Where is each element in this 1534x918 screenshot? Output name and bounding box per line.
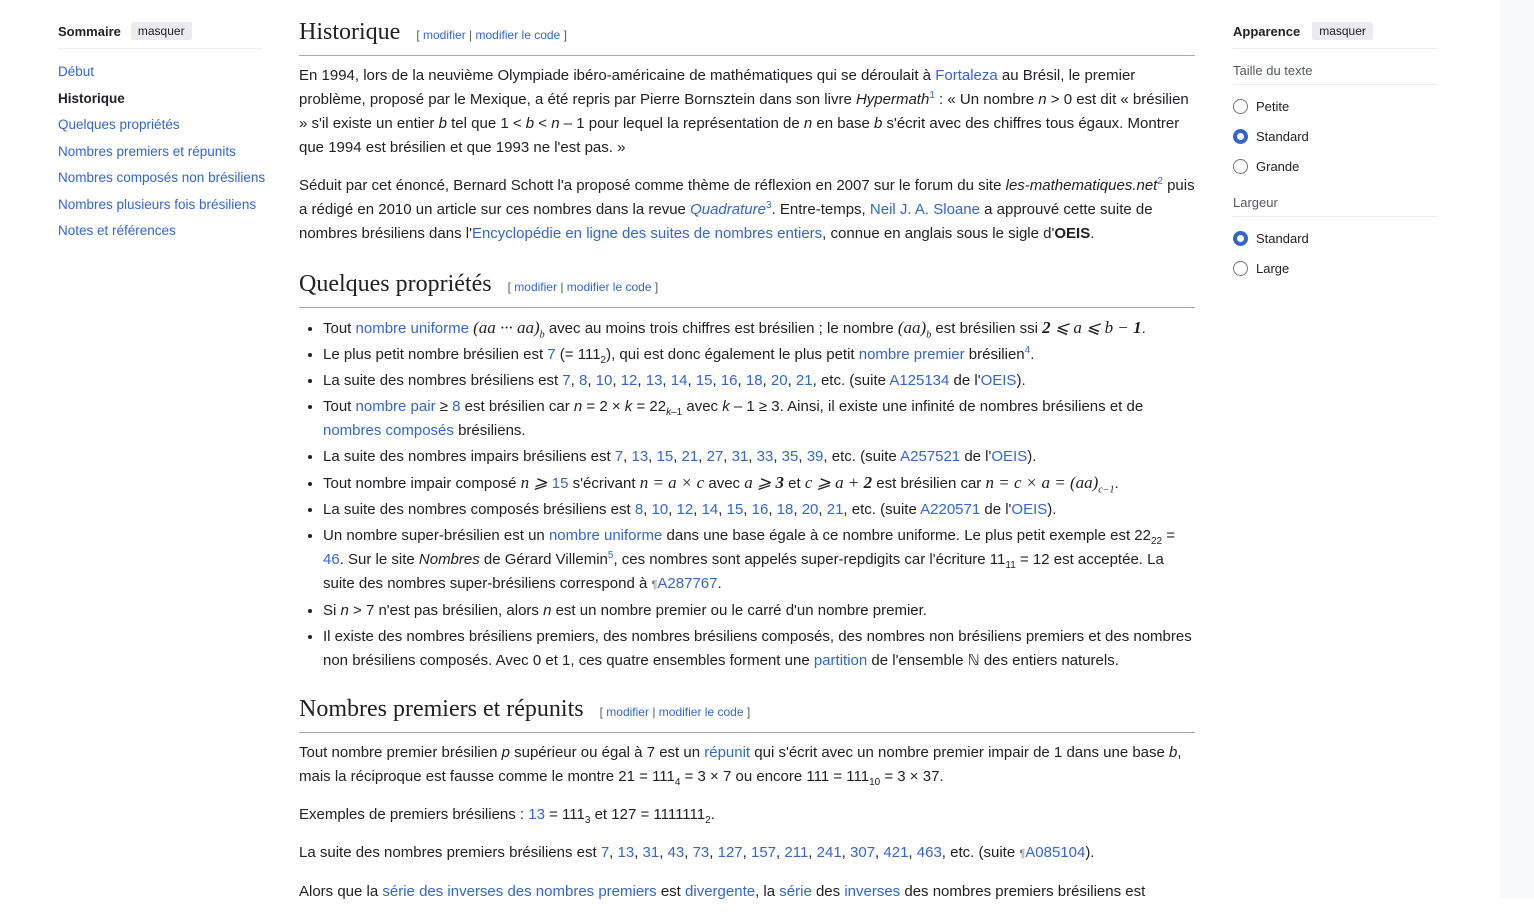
appearance-header: [1233, 22, 1437, 49]
text-size-grande[interactable]: [1233, 151, 1437, 181]
sequence-number-link[interactable]: 15: [695, 372, 713, 389]
link-a287767[interactable]: A287767: [657, 575, 718, 592]
toc-item-debut[interactable]: Début: [58, 64, 95, 79]
link-nombre-premier[interactable]: nombre premier: [858, 346, 965, 363]
toc-item-plusieurs-fois-bresiliens[interactable]: Nombres plusieurs fois brésiliens: [58, 196, 257, 212]
link-7[interactable]: 7: [547, 346, 556, 363]
sequence-number-link[interactable]: 13: [645, 372, 663, 389]
reference-link[interactable]: 2: [1157, 176, 1163, 187]
sequence-number-link[interactable]: 157: [751, 844, 777, 861]
edit-source-link[interactable]: modifier le code: [475, 28, 561, 42]
edit-links: [ modifier | modifier le code ]: [507, 280, 659, 294]
link-46[interactable]: 46: [323, 551, 340, 568]
list-item: • Si n > 7 n'est pas brésilien, alors n est un nombre premier ou le carré d'un nombre premier.: [323, 599, 1195, 623]
link-8[interactable]: 8: [452, 398, 461, 415]
section-title: Quelques propriétés: [299, 271, 492, 297]
toc-hide-button[interactable]: masquer: [131, 22, 192, 40]
section-title: Nombres premiers et répunits: [299, 696, 584, 722]
radio-label: Grande: [1256, 158, 1300, 174]
sequence-number-link[interactable]: 33: [756, 448, 774, 465]
text-size-label: Taille du texte: [1233, 53, 1437, 85]
reference-link[interactable]: 5: [607, 550, 614, 561]
link-partition[interactable]: partition: [813, 652, 868, 669]
sequence-number-link[interactable]: 7: [562, 372, 571, 389]
sequence-number-link[interactable]: 241: [816, 844, 842, 861]
sequence-number-link[interactable]: 211: [784, 844, 809, 861]
section-title: Historique: [299, 19, 401, 45]
sequence-number-link[interactable]: 18: [745, 372, 763, 389]
sequence-number-link[interactable]: 12: [620, 372, 638, 389]
sequence-number-link[interactable]: 35: [781, 448, 799, 465]
sequence-premiers: 7, 13, 31, 43, 73, 127, 157, 211, 241, 307, 421, 463: [600, 844, 942, 861]
toc-item-premiers-repunits[interactable]: Nombres premiers et répunits: [58, 143, 236, 159]
paragraph: Alors que la série des inverses des nombres premiers est divergente, la série des inverses des nombres premiers brésiliens est: [299, 883, 1146, 900]
reference-link[interactable]: 4: [1024, 345, 1031, 356]
sequence-composes: 8, 10, 12, 14, 15, 16, 18, 20, 21: [634, 501, 844, 518]
list-item: • Il existe des nombres brésiliens premiers, des nombres brésiliens composés, des nombres non brésiliens premiers et des nombres non brésiliens composés. Avec 0 et 1, ces quatre ensembles forment une partition de l'ensemble ℕ des entiers naturels.: [323, 625, 1195, 673]
sequence-number-link[interactable]: 16: [720, 372, 738, 389]
link-oeis[interactable]: OEIS: [980, 372, 1017, 389]
sequence-number-link[interactable]: 14: [670, 372, 688, 389]
sequence-number-link[interactable]: 7: [600, 844, 610, 861]
paragraph: Exemples de premiers brésiliens : $13 = 111_3$ et $127 = 1111111_2$.: [299, 806, 715, 826]
text-size-petite[interactable]: [1233, 91, 1437, 121]
sequence-number-link[interactable]: 15: [656, 448, 674, 465]
link-nombre-pair[interactable]: nombre pair: [355, 398, 436, 415]
reference-link[interactable]: 3: [765, 200, 772, 211]
link-serie-inverses[interactable]: série des inverses des nombres premiers: [382, 883, 657, 900]
sequence-number-link[interactable]: 18: [776, 501, 794, 518]
radio-icon[interactable]: [1233, 159, 1248, 174]
width-standard[interactable]: [1233, 223, 1437, 253]
width-options: [1233, 223, 1437, 283]
link-nombre-uniforme[interactable]: nombre uniforme: [548, 527, 663, 544]
link-sloane[interactable]: Neil J. A. Sloane: [869, 201, 980, 218]
radio-selected-icon[interactable]: [1233, 231, 1248, 246]
radio-icon[interactable]: [1233, 99, 1248, 114]
link-divergente[interactable]: divergente: [685, 883, 756, 900]
section-heading-historique: [299, 16, 1195, 56]
link-13[interactable]: 13: [528, 806, 545, 823]
sequence-number-link[interactable]: 10: [651, 501, 669, 518]
sequence-bresiliens: 7, 8, 10, 12, 13, 14, 15, 16, 18, 20, 21: [562, 372, 813, 389]
list-item: • Tout nombre uniforme (aa ··· $aa)_b$ avec au moins trois chiffres est brésilien ; le nombre $(aa)_b$ est brésilien ssi 2 ⩽ a ⩽ b − 1.: [323, 316, 1195, 341]
section-heading-proprietes: [299, 268, 1195, 308]
toc-list: [58, 59, 266, 245]
edit-link[interactable]: modifier: [606, 705, 649, 719]
list-item: • Tout nombre pair ≥ 8 est brésilien car $n = 2 \times k = 22_{k-1}$ avec k – 1 ≥ 3. Ainsi, il existe une infinité de nombres brésiliens et de nombres composés brésiliens.: [323, 395, 1195, 443]
sequence-number-link[interactable]: 27: [706, 448, 724, 465]
sequence-impairs: 7, 13, 15, 21, 27, 31, 33, 35, 39: [614, 448, 824, 465]
toc-title: Sommaire: [58, 23, 121, 39]
sequence-number-link[interactable]: 31: [642, 844, 660, 861]
sequence-number-link[interactable]: 21: [795, 372, 813, 389]
list-item: • La suite des nombres impairs brésiliens est 7, 13, 15, 21, 27, 31, 33, 35, 39, etc. (suite A257521 de l'OEIS).: [323, 445, 1195, 469]
sequence-number-link[interactable]: 43: [667, 844, 685, 861]
radio-label: Petite: [1256, 98, 1290, 114]
radio-label: Standard: [1256, 128, 1309, 144]
sequence-number-link[interactable]: 12: [676, 501, 694, 518]
list-item: • La suite des nombres brésiliens est 7, 8, 10, 12, 13, 14, 15, 16, 18, 20, 21, etc. (suite A125134 de l'OEIS).: [323, 369, 1195, 393]
appearance-hide-button[interactable]: masquer: [1312, 22, 1373, 40]
toc-header: [58, 22, 262, 49]
toc-item-proprietes[interactable]: Quelques propriétés: [58, 117, 180, 132]
radio-icon[interactable]: [1233, 261, 1248, 276]
link-quadrature[interactable]: Quadrature: [690, 201, 766, 218]
link-15[interactable]: 15: [551, 475, 569, 492]
list-item: • La suite des nombres composés brésiliens est 8, 10, 12, 14, 15, 16, 18, 20, 21, etc. (suite A220571 de l'OEIS).: [323, 498, 1195, 522]
properties-list: [299, 316, 1195, 673]
link-serie[interactable]: série: [779, 883, 812, 900]
sequence-number-link[interactable]: 7: [614, 448, 624, 465]
link-a257521[interactable]: A257521: [900, 448, 961, 465]
paragraph: Séduit par cet énoncé, Bernard Schott l'a proposé comme thème de réflexion en 2007 sur le forum du site les-mathematiques.net$^2$ puis a rédigé en 2010 un article sur ces nombres dans la revue Quadrature$^3$. Entre-temps, Neil J. A. Sloane a approuvé cette suite de nombres brésiliens dans l'Encyclopédie en ligne des suites de nombres entiers, connue en anglais sous le sigle d'OEIS.: [299, 176, 1195, 242]
link-a085104[interactable]: A085104: [1025, 844, 1086, 861]
sequence-number-link[interactable]: 39: [806, 448, 824, 465]
edit-link[interactable]: modifier: [514, 280, 557, 294]
section-heading-premiers: [299, 693, 1195, 733]
sequence-number-link[interactable]: 463: [916, 844, 942, 861]
sequence-number-link[interactable]: 13: [617, 844, 635, 861]
sequence-number-link[interactable]: 21: [681, 448, 699, 465]
sequence-number-link[interactable]: 20: [801, 501, 819, 518]
sequence-number-link[interactable]: 16: [751, 501, 769, 518]
sequence-number-link[interactable]: 21: [826, 501, 844, 518]
sequence-number-link[interactable]: 307: [850, 844, 876, 861]
link-oeis[interactable]: OEIS: [1011, 501, 1048, 518]
text-size-options: [1233, 91, 1437, 181]
paragraph: Tout nombre premier brésilien p supérieur ou égal à 7 est un répunit qui s'écrit avec un nombre premier impair de 1 dans une base b, mais la réciproque est fausse comme le montre $21 = 111_4 = 3 \times 7$ ou encore $111 = 111_{10} = 3 \times 37$.: [299, 744, 1182, 788]
toc-item-notes-references[interactable]: Notes et références: [58, 223, 176, 238]
width-label: Largeur: [1233, 185, 1437, 217]
toc-item-historique[interactable]: Historique: [58, 90, 125, 106]
link-nombre-uniforme[interactable]: nombre uniforme: [355, 320, 469, 337]
sequence-number-link[interactable]: 10: [595, 372, 613, 389]
reference-link[interactable]: 1: [929, 90, 935, 101]
radio-label: Large: [1256, 260, 1290, 276]
edit-source-link[interactable]: modifier le code: [566, 280, 652, 294]
oeis-icon: ¶: [651, 579, 658, 591]
link-a220571[interactable]: A220571: [920, 501, 981, 518]
width-large[interactable]: [1233, 253, 1437, 283]
edit-links: [ modifier | modifier le code ]: [599, 705, 751, 719]
appearance-title: Apparence: [1233, 23, 1301, 39]
appearance-panel: [1233, 22, 1437, 283]
link-inverses[interactable]: inverses: [844, 883, 901, 900]
edit-source-link[interactable]: modifier le code: [658, 705, 744, 719]
table-of-contents: [58, 22, 266, 245]
toc-item-composes-non-bresiliens[interactable]: Nombres composés non brésiliens: [58, 170, 266, 185]
text-size-standard[interactable]: [1233, 121, 1437, 151]
link-repunit[interactable]: répunit: [704, 744, 751, 761]
list-item: • Un nombre super-brésilien est un nombre uniforme dans une base égale à ce nombre uniforme. Le plus petit exemple est $22_{22} = 46$. Sur le site Nombres de Gérard Villemin$^5$, ces nombres sont appelés super-repdigits car l'écriture $11_{11} = 12$ est acceptée. La suite des nombres super-brésiliens correspond à ¶A287767.: [323, 524, 1195, 597]
edit-link[interactable]: modifier: [423, 28, 466, 42]
oeis-icon: ¶: [1019, 848, 1026, 860]
list-item: • Le plus petit nombre brésilien est 7 (= $111_2$), qui est donc également le plus petit nombre premier brésilien$^4$.: [323, 343, 1195, 367]
scrollbar[interactable]: [1500, 0, 1534, 898]
paragraph: La suite des nombres premiers brésiliens est 7, 13, 31, 43, 73, 127, 157, 211, 241, 307, 421, 463, etc. (suite ¶A085104).: [299, 844, 1095, 861]
sequence-number-link[interactable]: 8: [634, 501, 644, 518]
article-content: [299, 16, 1195, 918]
edit-links: [ modifier | modifier le code ]: [416, 28, 567, 42]
link-oeis-full[interactable]: Encyclopédie en ligne des suites de nombres entiers: [471, 225, 823, 242]
radio-label: Standard: [1256, 230, 1309, 246]
sequence-number-link[interactable]: 8: [578, 372, 588, 389]
sequence-number-link[interactable]: 127: [717, 844, 743, 861]
sequence-number-link[interactable]: 15: [726, 501, 744, 518]
paragraph: En 1994, lors de la neuvième Olympiade ibéro-américaine de mathématiques qui se déroulait à Fortaleza au Brésil, le premier problème, proposé par le Mexique, a été repris par Pierre Bornsztein dans son livre Hypermath$^1$ : « Un nombre n > 0 est dit « brésilien » s'il existe un entier b tel que 1 < b < n – 1 pour lequel la représentation de n en base b s'écrit avec des chiffres tous égaux. Montrer que 1994 est brésilien et que 1993 ne l'est pas. »: [299, 67, 1189, 156]
sequence-number-link[interactable]: 13: [631, 448, 649, 465]
sequence-number-link[interactable]: 421: [883, 844, 909, 861]
sequence-number-link[interactable]: 14: [701, 501, 719, 518]
link-oeis[interactable]: OEIS: [991, 448, 1028, 465]
list-item: • Tout nombre impair composé n ⩾ 15 s'écrivant n = a × c avec a ⩾ 3 et c ⩾ a + 2 est brésilien car $n = c \times a = (aa)_{c-1}$.: [323, 471, 1195, 496]
radio-selected-icon[interactable]: [1233, 129, 1248, 144]
sequence-number-link[interactable]: 73: [692, 844, 710, 861]
link-fortaleza[interactable]: Fortaleza: [935, 67, 998, 84]
link-nombres-composes[interactable]: nombres composés: [323, 422, 454, 439]
link-a125134[interactable]: A125134: [889, 372, 950, 389]
sequence-number-link[interactable]: 31: [731, 448, 749, 465]
sequence-number-link[interactable]: 20: [770, 372, 788, 389]
